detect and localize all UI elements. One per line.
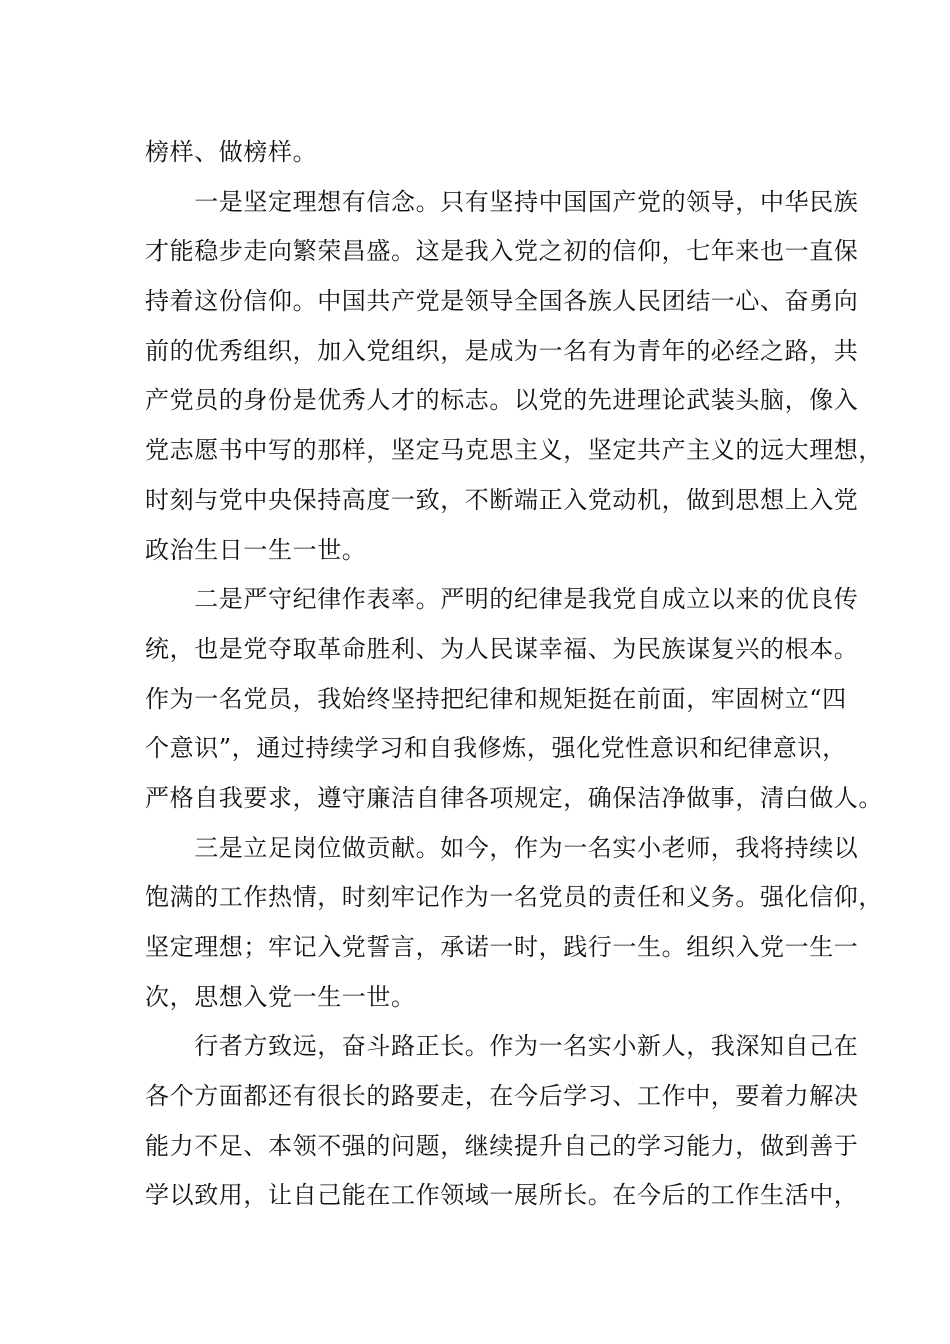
text-line: 二是严守纪律作表率。严明的纪律是我党自成立以来的优良传: [145, 585, 859, 614]
text-line: 严格自我要求，遵守廉洁自律各项规定，确保洁净做事，清白做人。: [145, 783, 883, 812]
text-line: 统，也是党夺取革命胜利、为人民谋幸福、为民族谋复兴的根本。: [145, 634, 859, 663]
body-text: [145, 128, 883, 1221]
text-line: 学以致用，让自己能在工作领域一展所长。在今后的工作生活中，: [145, 1181, 859, 1210]
text-line: 才能稳步走向繁荣昌盛。这是我入党之初的信仰，七年来也一直保: [145, 237, 859, 266]
text-line: 三是立足岗位做贡献。如今，作为一名实小老师，我将持续以: [145, 833, 859, 862]
text-line: 持着这份信仰。中国共产党是领导全国各族人民团结一心、奋勇向: [145, 287, 859, 316]
text-line: 能力不足、本领不强的问题，继续提升自己的学习能力，做到善于: [145, 1131, 859, 1160]
text-line: 前的优秀组织，加入党组织，是成为一名有为青年的必经之路，共: [145, 336, 859, 365]
text-line: 时刻与党中央保持高度一致，不断端正入党动机，做到思想上入党: [145, 485, 859, 514]
text-line: 作为一名党员，我始终坚持把纪律和规矩挺在前面，牢固树立“四: [145, 684, 847, 713]
text-line: 产党员的身份是优秀人才的标志。以党的先进理论武装头脑，像入: [145, 386, 859, 415]
text-line: 次，思想入党一生一世。: [145, 982, 416, 1011]
text-line: 党志愿书中写的那样，坚定马克思主义，坚定共产主义的远大理想，: [145, 436, 883, 465]
text-line: 各个方面都还有很长的路要走，在今后学习、工作中，要着力解决: [145, 1082, 859, 1111]
text-line: 榜样、做榜样。: [145, 138, 318, 166]
text-line: 饱满的工作热情，时刻牢记作为一名党员的责任和义务。强化信仰，: [145, 883, 883, 912]
text-line: 个意识”，通过持续学习和自我修炼，强化党性意识和纪律意识，: [145, 734, 847, 763]
text-line: 行者方致远，奋斗路正长。作为一名实小新人，我深知自己在: [145, 1032, 859, 1061]
text-line: 坚定理想；牢记入党誓言，承诺一时，践行一生。组织入党一生一: [145, 933, 859, 961]
text-line: 政治生日一生一世。: [145, 535, 367, 564]
text-line: 一是坚定理想有信念。只有坚持中国国产党的领导，中华民族: [145, 187, 859, 216]
